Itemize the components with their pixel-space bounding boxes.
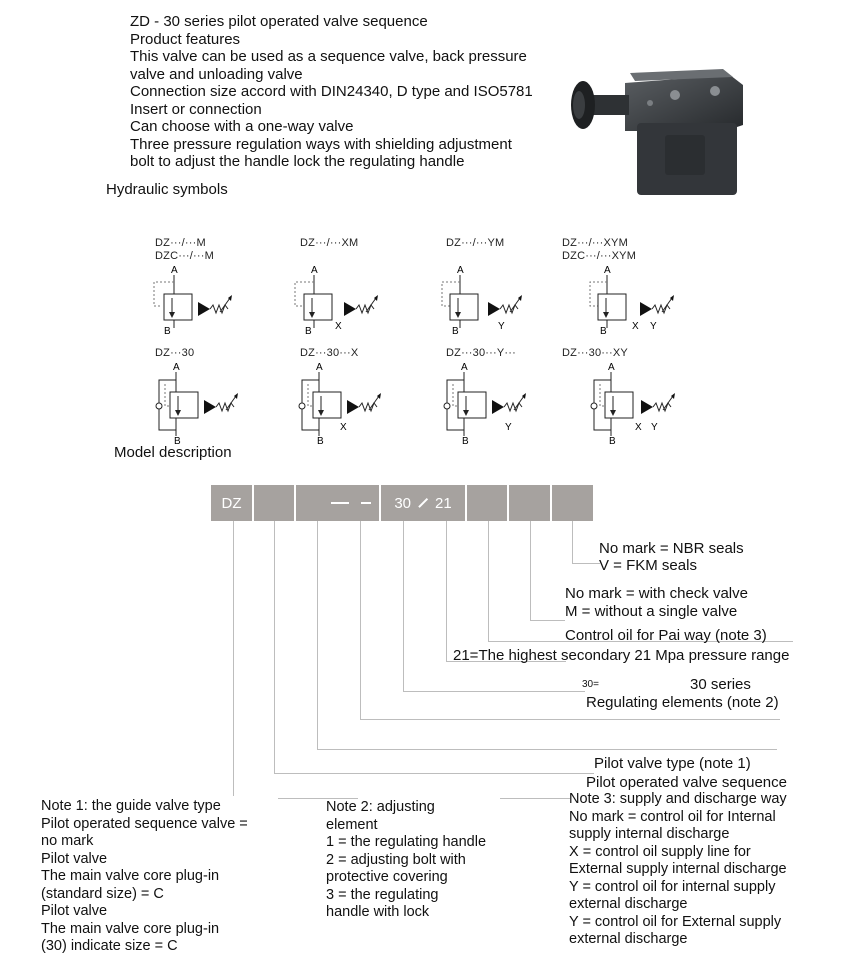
intro-line: This valve can be used as a sequence valve, back pressure [130,48,527,65]
model-description-heading: Model description [114,444,232,461]
svg-text:B: B [462,436,469,447]
svg-text:X: X [335,321,342,332]
desc-pressure-range: 21=The highest secondary 21 Mpa pressure range [453,647,790,664]
note-line: Note 1: the guide valve type [41,798,221,814]
svg-text:A: A [316,362,323,373]
svg-text:Y: Y [505,422,512,433]
symbol-label: DZ···30···X [300,347,359,359]
svg-text:Y: Y [651,422,658,433]
leader-line [403,691,585,692]
intro-line: bolt to adjust the handle lock the regulating handle [130,153,465,170]
desc-pilot-operated-sequence: Pilot operated valve sequence [586,774,787,791]
note-line: external discharge [569,896,688,912]
hydraulic-symbol [430,264,530,336]
intro-line: Three pressure regulation ways with shielding adjustment [130,135,512,153]
model-cell [467,485,507,521]
hydraulic-symbols-heading: Hydraulic symbols [106,181,228,198]
note-line: no mark [41,833,94,849]
hydraulic-symbol [290,360,390,446]
note-line: (standard size) = C [41,885,164,902]
symbol-label: DZ···30···Y··· [446,347,517,359]
model-cell-series-pressure [381,485,465,521]
leader-line [233,521,234,796]
leader-line [317,521,318,749]
leader-line [572,563,600,564]
leader-line [572,521,573,563]
intro-title: ZD - 30 series pilot operated valve sequence [130,13,428,30]
svg-text:X: X [635,422,642,433]
note-line: supply internal discharge [569,826,730,842]
model-slash [418,498,428,508]
note-line: element [326,816,378,833]
svg-text:A: A [461,362,468,373]
symbol-label: DZC···/···XYM [562,250,637,262]
leader-line [317,749,777,750]
svg-text:X: X [632,321,639,332]
note-line: Y = control oil for internal supply [569,878,776,895]
intro-line: Insert or connection [130,100,262,118]
svg-text:B: B [317,436,324,447]
svg-text:Y: Y [498,321,505,332]
symbol-label: DZC···/···M [155,250,215,262]
note-3 [569,791,787,949]
svg-text:X: X [340,422,347,433]
svg-text:A: A [604,265,611,276]
leader-line [274,773,594,774]
svg-text:B: B [174,436,181,447]
svg-text:A: A [457,265,464,276]
desc-series: 30 series [690,676,751,693]
note-line: Note 3: supply and discharge way [569,791,787,807]
desc-series-prefix: 30= [582,679,599,690]
note-line: protective covering [326,869,448,885]
desc-no-check-valve: M = without a single valve [565,603,738,620]
model-dash [361,502,371,504]
note-2 [326,799,486,922]
desc-seals-nbr: No mark = NBR seals [599,540,744,557]
svg-text:B: B [164,326,171,337]
note-line: External supply internal discharge [569,861,787,877]
leader-line [403,521,404,691]
leader-line [446,521,447,661]
hydraulic-symbol [140,264,240,336]
model-cell [552,485,593,521]
note-line: Pilot valve [41,903,108,919]
note-line: Y = control oil for External supply [569,913,782,930]
leader-line [274,521,275,773]
leader-line [530,620,565,621]
leader-line [360,521,361,719]
model-dash [331,502,349,504]
symbol-label: DZ···30 [155,347,195,359]
hydraulic-symbol [582,360,682,446]
intro-line: valve and unloading valve [130,65,303,83]
svg-text:A: A [311,265,318,276]
hydraulic-symbol [580,264,680,336]
note-line: Note 2: adjusting [326,799,435,815]
intro-line: Can choose with a one-way valve [130,118,354,135]
hydraulic-symbol [285,264,385,336]
note-line: The main valve core plug-in [41,920,220,937]
model-cell-dash [296,485,379,521]
svg-text:B: B [305,326,312,337]
note-line: 3 = the regulating [326,886,439,903]
valve-product-image [555,65,750,200]
note-line: The main valve core plug-in [41,868,220,884]
svg-text:Y: Y [650,321,657,332]
svg-text:B: B [452,326,459,337]
intro-line: Connection size accord with DIN24340, D type and ISO5781 [130,83,533,100]
intro-block [130,13,533,171]
note-line: 1 = the regulating handle [326,834,487,850]
note-line: handle with lock [326,904,430,920]
symbol-label: DZ···/···M [155,237,206,249]
svg-text:B: B [609,436,616,447]
note-1 [41,798,248,956]
svg-text:A: A [608,362,615,373]
leader-line [360,719,780,720]
symbol-label: DZ···30···XY [562,347,628,359]
note-line: external discharge [569,931,688,947]
svg-text:A: A [173,362,180,373]
note-line: Pilot valve [41,850,108,867]
note-line: 2 = adjusting bolt with [326,851,466,868]
leader-line [500,798,570,799]
svg-text:A: A [171,265,178,276]
symbol-label: DZ···/···XM [300,237,359,249]
desc-seals-fkm: V = FKM seals [599,557,697,574]
intro-line: Product features [130,30,241,48]
model-cell [509,485,550,521]
model-code-pressure: 21 [435,494,452,512]
model-cell-dz [211,485,252,521]
desc-pilot-valve-type: Pilot valve type (note 1) [594,755,751,772]
note-line: (30) indicate size = C [41,938,178,954]
leader-line [488,521,489,641]
hydraulic-symbol [435,360,535,446]
model-code-dz: DZ [221,494,242,512]
desc-regulating-elements: Regulating elements (note 2) [586,694,779,711]
note-line: X = control oil supply line for [569,843,751,860]
leader-line [530,521,531,620]
desc-control-oil: Control oil for Pai way (note 3) [565,627,767,644]
desc-check-valve: No mark = with check valve [565,585,748,602]
model-cell [254,485,294,521]
model-code-series: 30 [394,494,411,512]
note-line: Pilot operated sequence valve = [41,815,248,832]
hydraulic-symbol [145,360,245,446]
note-line: No mark = control oil for Internal [569,808,776,825]
symbol-label: DZ···/···XYM [562,237,628,249]
symbol-label: DZ···/···YM [446,237,505,249]
svg-text:B: B [600,326,607,337]
